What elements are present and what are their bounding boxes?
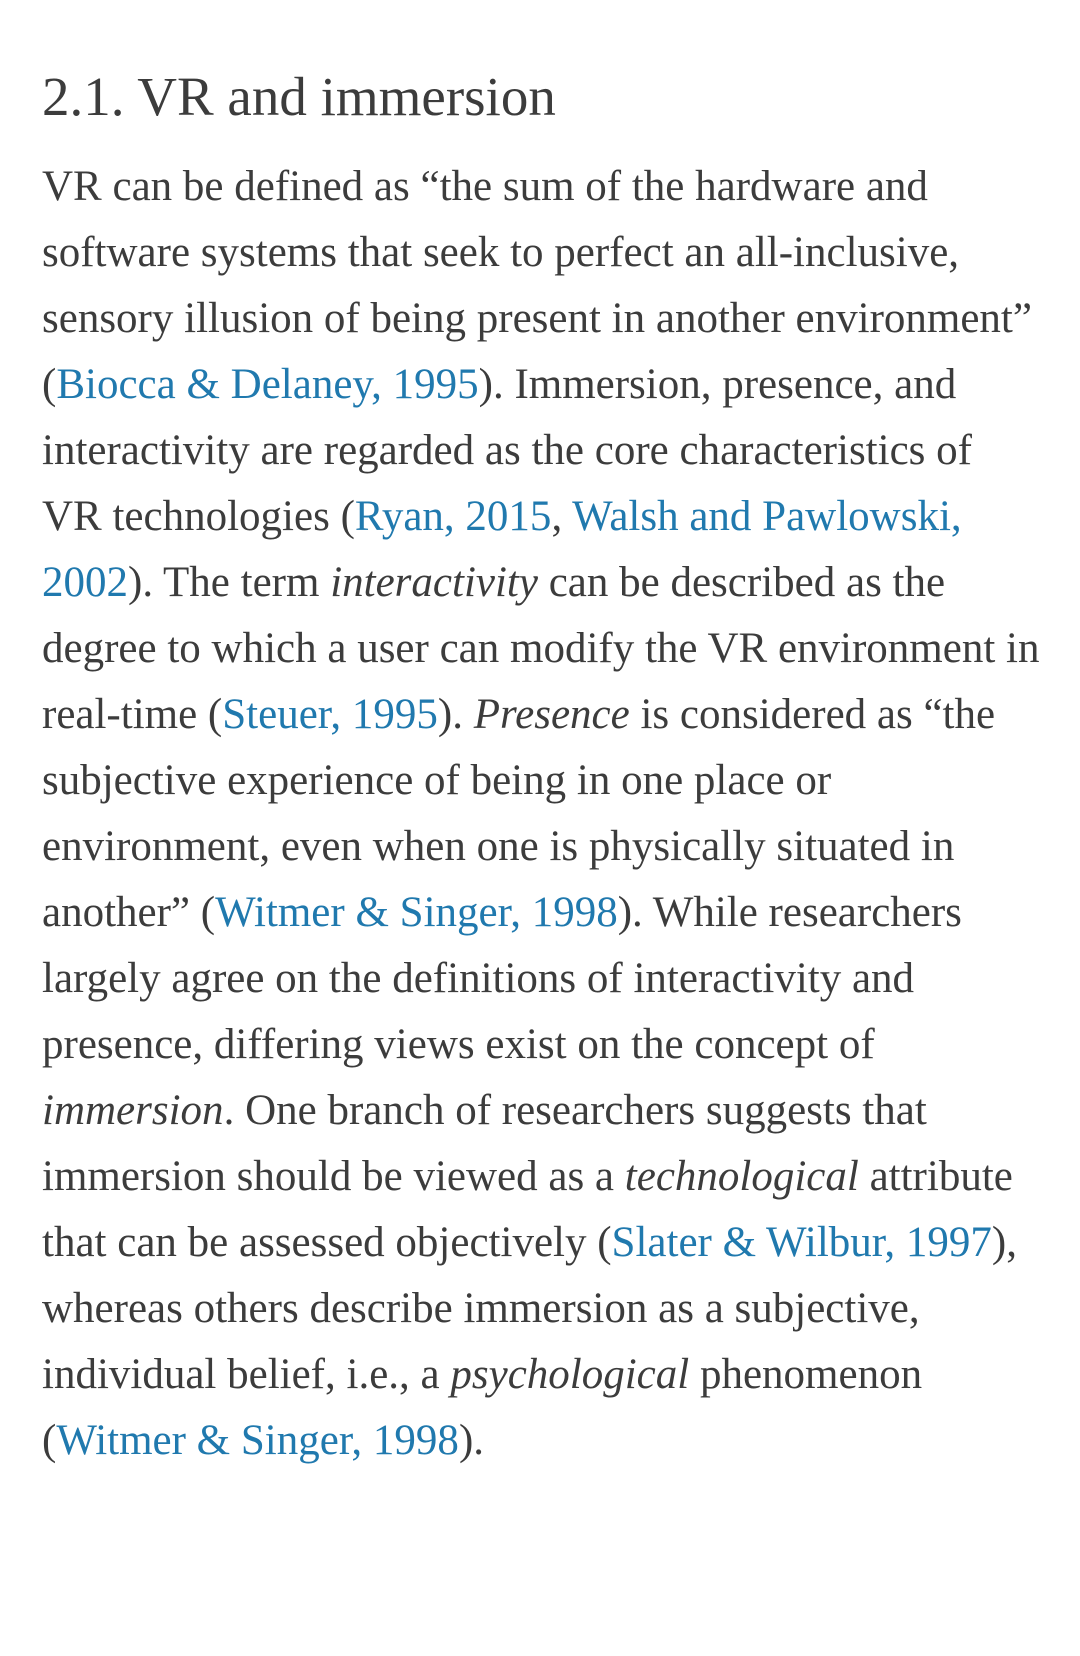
body-text: ). Immersion, presence, and interactivity are regarded as the core characteristics of VR technologies ( xyxy=(42,361,972,540)
citation-link[interactable]: Steuer, 1995 xyxy=(222,691,438,738)
emphasized-term: interactivity xyxy=(330,559,538,606)
body-text: ). The term xyxy=(128,559,331,606)
citation-link[interactable]: Witmer & Singer, 1998 xyxy=(56,1417,459,1464)
citation-link[interactable]: Slater & Wilbur, 1997 xyxy=(611,1219,992,1266)
section-heading: 2.1. VR and immersion xyxy=(42,66,556,127)
citation-link[interactable]: Walsh and Pawlowski, 2002 xyxy=(42,493,962,606)
body-text: . One branch of researchers suggests that immersion should be viewed as a xyxy=(42,1087,927,1200)
body-text: VR can be defined as “the sum of the hardware and software systems that seek to perfect an all-inclusive, sensory illusion of being present in another environment” ( xyxy=(42,163,1032,408)
citation-link[interactable]: Biocca & Delaney, 1995 xyxy=(56,361,479,408)
body-text: ), whereas others describe immersion as a subjective, individual belief, i.e., a xyxy=(42,1219,1017,1398)
body-text: , xyxy=(551,493,573,540)
body-text: attribute that can be assessed objectively ( xyxy=(42,1153,1013,1266)
body-text: ). While researchers largely agree on the definitions of interactivity and presence, differing views exist on the concept of xyxy=(42,889,962,1068)
emphasized-term: technological xyxy=(624,1153,859,1200)
body-text: phenomenon ( xyxy=(42,1351,923,1464)
body-text: can be described as the degree to which a user can modify the VR environment in real-time ( xyxy=(42,559,1040,738)
section-paragraph xyxy=(42,154,1040,1474)
emphasized-term: psychological xyxy=(450,1351,690,1398)
body-text: ). xyxy=(458,1417,485,1464)
citation-link[interactable]: Witmer & Singer, 1998 xyxy=(215,889,618,936)
body-text: ). xyxy=(437,691,474,738)
body-text: is considered as “the subjective experience of being in one place or environment, even when one is physically situated in another” ( xyxy=(42,691,996,936)
citation-link[interactable]: Ryan, 2015 xyxy=(354,493,552,540)
emphasized-term: Presence xyxy=(473,691,630,738)
emphasized-term: immersion xyxy=(42,1087,224,1134)
